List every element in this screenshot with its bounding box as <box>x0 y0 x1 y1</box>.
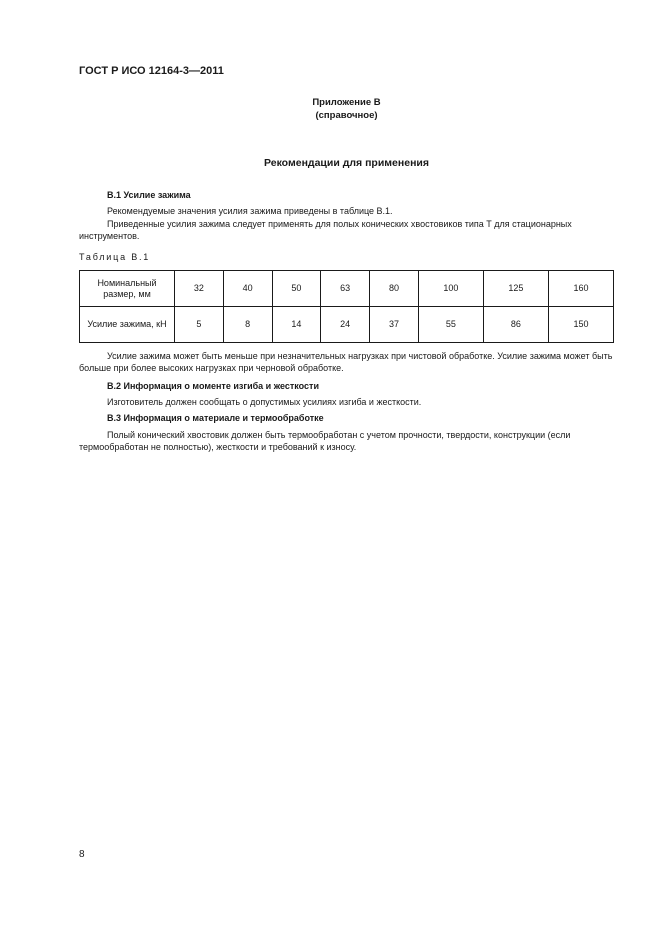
table-cell: 63 <box>321 271 370 307</box>
table-row <box>80 271 614 307</box>
annex-type: (справочное) <box>315 110 378 121</box>
table-cell: 55 <box>418 307 483 343</box>
section-b1-heading: В.1 Усилие зажима <box>107 190 191 200</box>
annex-heading <box>79 96 614 122</box>
document-title: Рекомендации для применения <box>263 157 429 169</box>
table-cell: 8 <box>223 307 272 343</box>
document-header: ГОСТ Р ИСО 12164-3—2011 <box>79 65 224 77</box>
section-b1-paragraph-1: Рекомендуемые значения усилия зажима приведены в таблице В.1. <box>107 206 393 216</box>
table-cell: 125 <box>483 271 548 307</box>
section-b2-heading: В.2 Информация о моменте изгиба и жесткости <box>107 381 319 391</box>
table-cell: 150 <box>548 307 613 343</box>
section-b2-paragraph: Изготовитель должен сообщать о допустимых усилиях изгиба и жесткости. <box>107 397 422 407</box>
table-row <box>80 307 614 343</box>
row-header-clamping-force: Усилие зажима, кН <box>80 307 175 343</box>
table-note-paragraph: Усилие зажима может быть меньше при незначительных нагрузках при чистовой обработке. Усилие зажима может быть больше при более высоких нагрузках при черновой обработке. <box>79 351 613 373</box>
row-header-nominal-size: Номинальный размер, мм <box>80 271 175 307</box>
clamping-force-table <box>79 270 614 343</box>
table-cell: 80 <box>370 271 419 307</box>
annex-title: Приложение В <box>312 97 381 108</box>
table-cell: 160 <box>548 271 613 307</box>
section-b1-paragraph-2: Приведенные усилия зажима следует применять для полых конических хвостовиков типа Т для стационарных инструментов. <box>79 219 572 241</box>
table-cell: 50 <box>272 271 321 307</box>
table-cell: 24 <box>321 307 370 343</box>
page-number: 8 <box>79 849 85 860</box>
table-cell: 40 <box>223 271 272 307</box>
section-b3-paragraph: Полый конический хвостовик должен быть термообработан с учетом прочности, твердости, конструкции (если термообработан не полностью), жесткости и требований к износу. <box>79 430 571 452</box>
table-cell: 37 <box>370 307 419 343</box>
table-cell: 100 <box>418 271 483 307</box>
section-b3-heading: В.3 Информация о материале и термообработке <box>107 413 324 423</box>
table-caption: Таблица В.1 <box>79 252 151 262</box>
table-cell: 86 <box>483 307 548 343</box>
table-cell: 32 <box>175 271 224 307</box>
table-cell: 5 <box>175 307 224 343</box>
table-cell: 14 <box>272 307 321 343</box>
